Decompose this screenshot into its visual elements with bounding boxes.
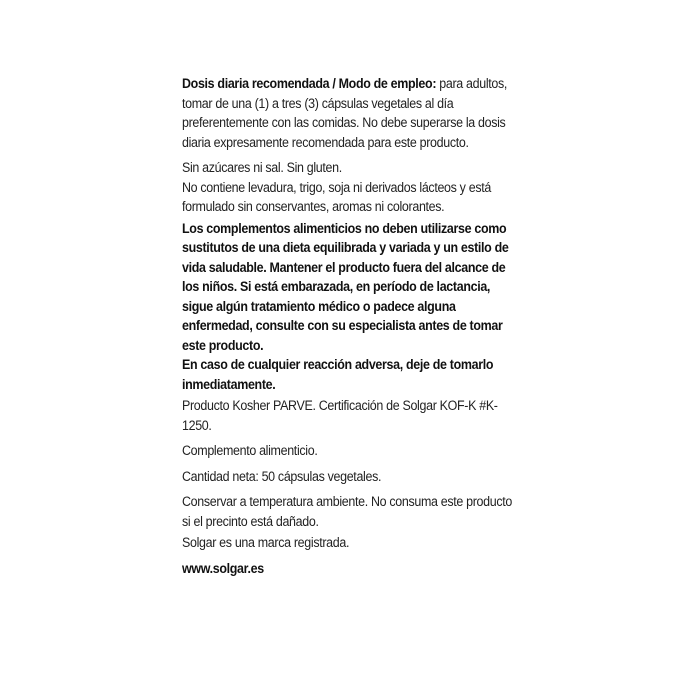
product-category: Complemento alimenticio.	[182, 443, 318, 458]
adverse-reaction-text: En caso de cualquier reacción adversa, deje de tomarlo inmediatamente.	[182, 357, 494, 392]
trademark-notice: Solgar es una marca registrada.	[182, 535, 350, 550]
net-quantity: Cantidad neta: 50 cápsulas vegetales.	[182, 468, 382, 484]
website-link[interactable]: www.solgar.es	[182, 560, 264, 576]
dosage-text: para adultos, tomar de una (1) a tres (3) cápsulas vegetales al día preferentemente con las comidas. No debe superarse la dosis diaria expresamente recomendada para este producto.	[182, 76, 508, 150]
storage-instructions: Conservar a temperatura ambiente. No consuma este producto si el precinto está dañado.	[182, 494, 513, 529]
free-from-line-1: Sin azúcares ni sal. Sin gluten.	[182, 160, 342, 175]
product-label-text	[182, 74, 517, 578]
kosher-certification: Producto Kosher PARVE. Certificación de Solgar KOF-K #K-1250.	[182, 398, 498, 433]
free-from-line-2: No contiene levadura, trigo, soja ni derivados lácteos y está formulado sin conservantes, aromas ni colorantes.	[182, 179, 491, 214]
warning-text: Los complementos alimenticios no deben utilizarse como sustitutos de una dieta equilibrada y variada y un estilo de vida saludable. Mantener el producto fuera del alcance de los niños. Si está embarazada, en período de lactancia, sigue algún tratamiento médico o padece alguna enfermedad, consulte con su especialista antes de tomar este producto.	[182, 220, 509, 353]
dosage-heading: Dosis diaria recomendada / Modo de empleo:	[182, 76, 437, 91]
dosage-paragraph	[182, 74, 517, 152]
